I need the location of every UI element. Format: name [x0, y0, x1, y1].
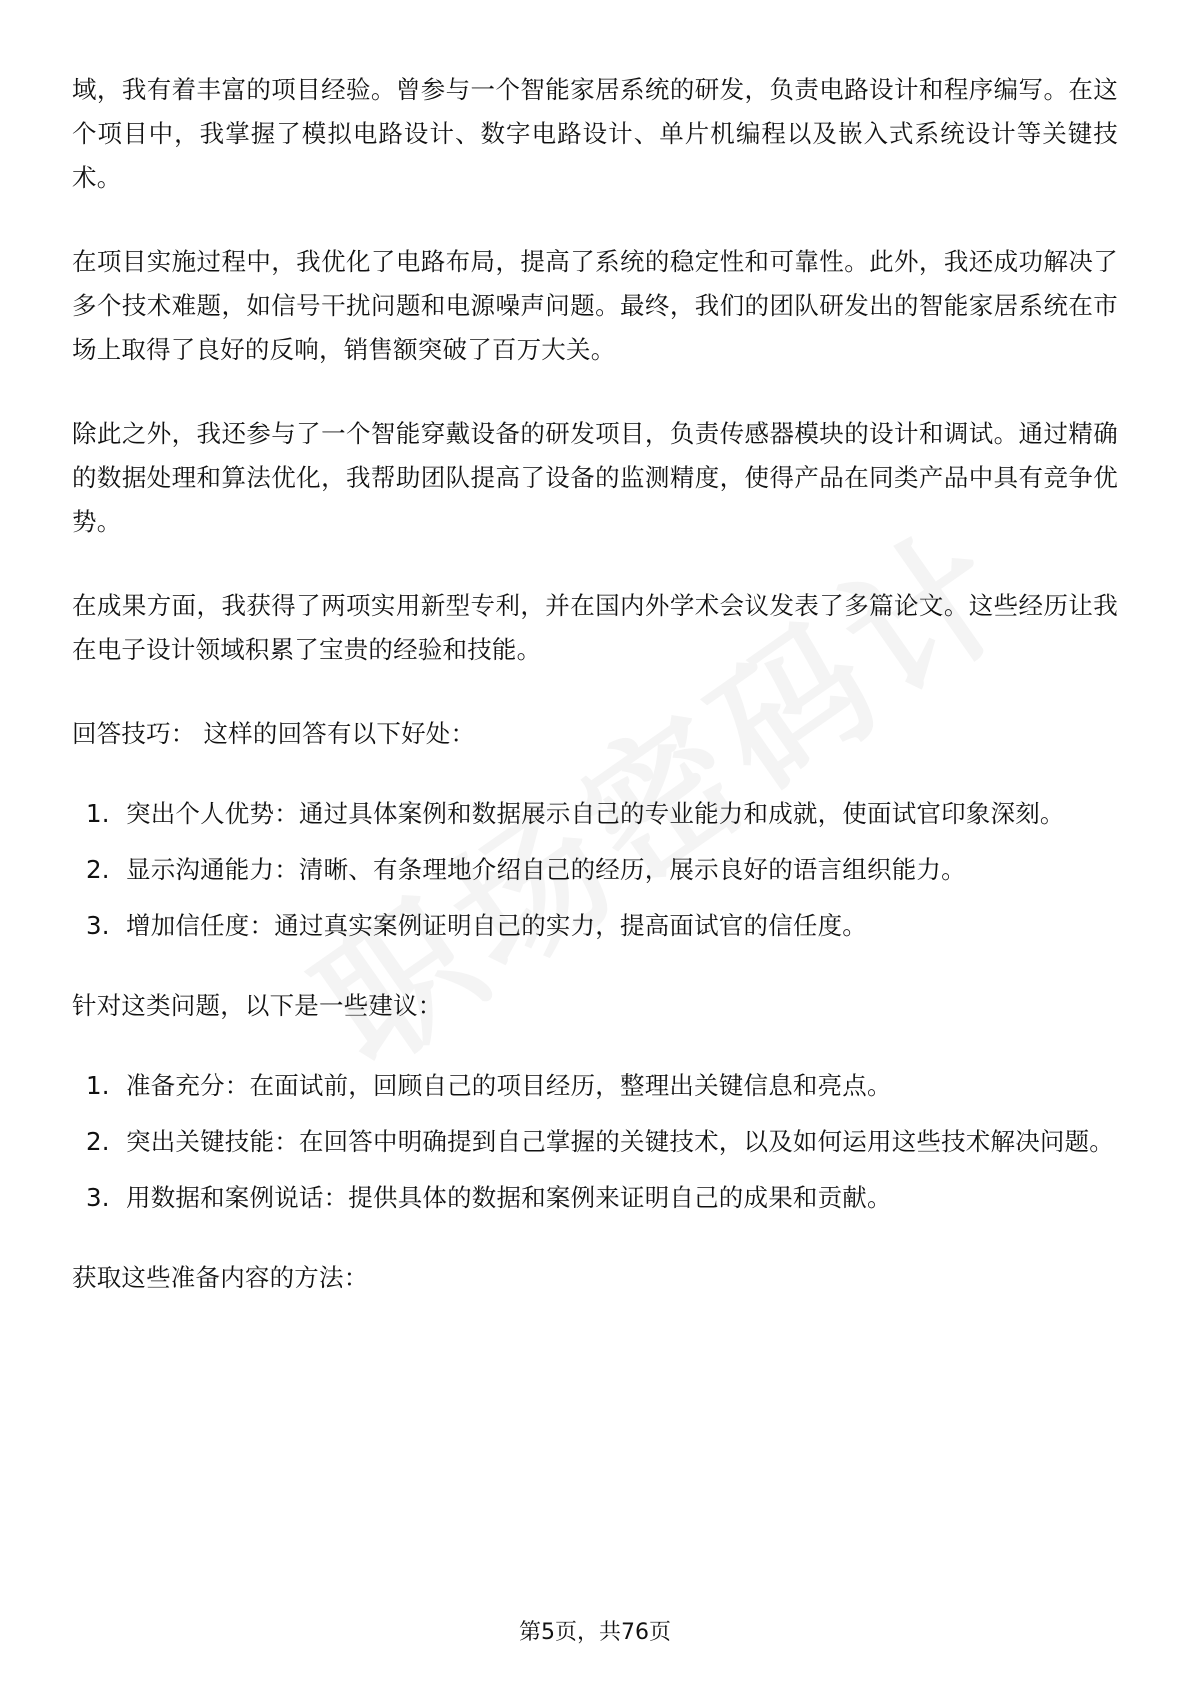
list-item-number: 3. [86, 911, 110, 940]
paragraph-achievements: 在成果方面，我获得了两项实用新型专利，并在国内外学术会议发表了多篇论文。这些经历让我在电子设计领域积累了宝贵的经验和技能。 [72, 591, 1118, 664]
paragraph-suggestions: 针对这类问题，以下是一些建议： [72, 991, 443, 1020]
document-content [72, 68, 1118, 1340]
page-number: 第5页，共76页 [519, 1620, 671, 1645]
paragraph-methods: 获取这些准备内容的方法： [72, 1263, 369, 1292]
list-item-number: 2. [86, 1127, 110, 1156]
list-item-text: 突出个人优势：通过具体案例和数据展示自己的专业能力和成就，使面试官印象深刻。 [126, 799, 1065, 828]
paragraph-implementation: 在项目实施过程中，我优化了电路布局，提高了系统的稳定性和可靠性。此外，我还成功解决了多个技术难题，如信号干扰问题和电源噪声问题。最终，我们的团队研发出的智能家居系统在市场上取得了良好的反响，销售额突破了百万大关。 [72, 247, 1118, 364]
list-item-text: 增加信任度：通过真实案例证明自己的实力，提高面试官的信任度。 [126, 911, 867, 940]
list-item [72, 1120, 1118, 1164]
list-item-number: 1. [86, 1071, 110, 1100]
paragraph-wearable-project: 除此之外，我还参与了一个智能穿戴设备的研发项目，负责传感器模块的设计和调试。通过精确的数据处理和算法优化，我帮助团队提高了设备的监测精度，使得产品在同类产品中具有竞争优势。 [72, 419, 1118, 536]
paragraph-answer-tips: 回答技巧： 这样的回答有以下好处： [72, 719, 476, 748]
list-item-number: 3. [86, 1183, 110, 1212]
benefits-list [72, 792, 1118, 948]
list-item [72, 848, 1118, 892]
paragraph-project-experience: 域，我有着丰富的项目经验。曾参与一个智能家居系统的研发，负责电路设计和程序编写。在这个项目中，我掌握了模拟电路设计、数字电路设计、单片机编程以及嵌入式系统设计等关键技术。 [72, 75, 1118, 192]
list-item-number: 2. [86, 855, 110, 884]
list-item-number: 1. [86, 799, 110, 828]
suggestions-list [72, 1064, 1118, 1220]
list-item-text: 突出关键技能：在回答中明确提到自己掌握的关键技术，以及如何运用这些技术解决问题。 [126, 1127, 1114, 1156]
list-item-text: 显示沟通能力：清晰、有条理地介绍自己的经历，展示良好的语言组织能力。 [126, 855, 966, 884]
list-item-text: 用数据和案例说话：提供具体的数据和案例来证明自己的成果和贡献。 [126, 1183, 892, 1212]
list-item [72, 792, 1118, 836]
list-item [72, 1176, 1118, 1220]
list-item [72, 1064, 1118, 1108]
list-item-text: 准备充分：在面试前，回顾自己的项目经历，整理出关键信息和亮点。 [126, 1071, 892, 1100]
list-item [72, 904, 1118, 948]
